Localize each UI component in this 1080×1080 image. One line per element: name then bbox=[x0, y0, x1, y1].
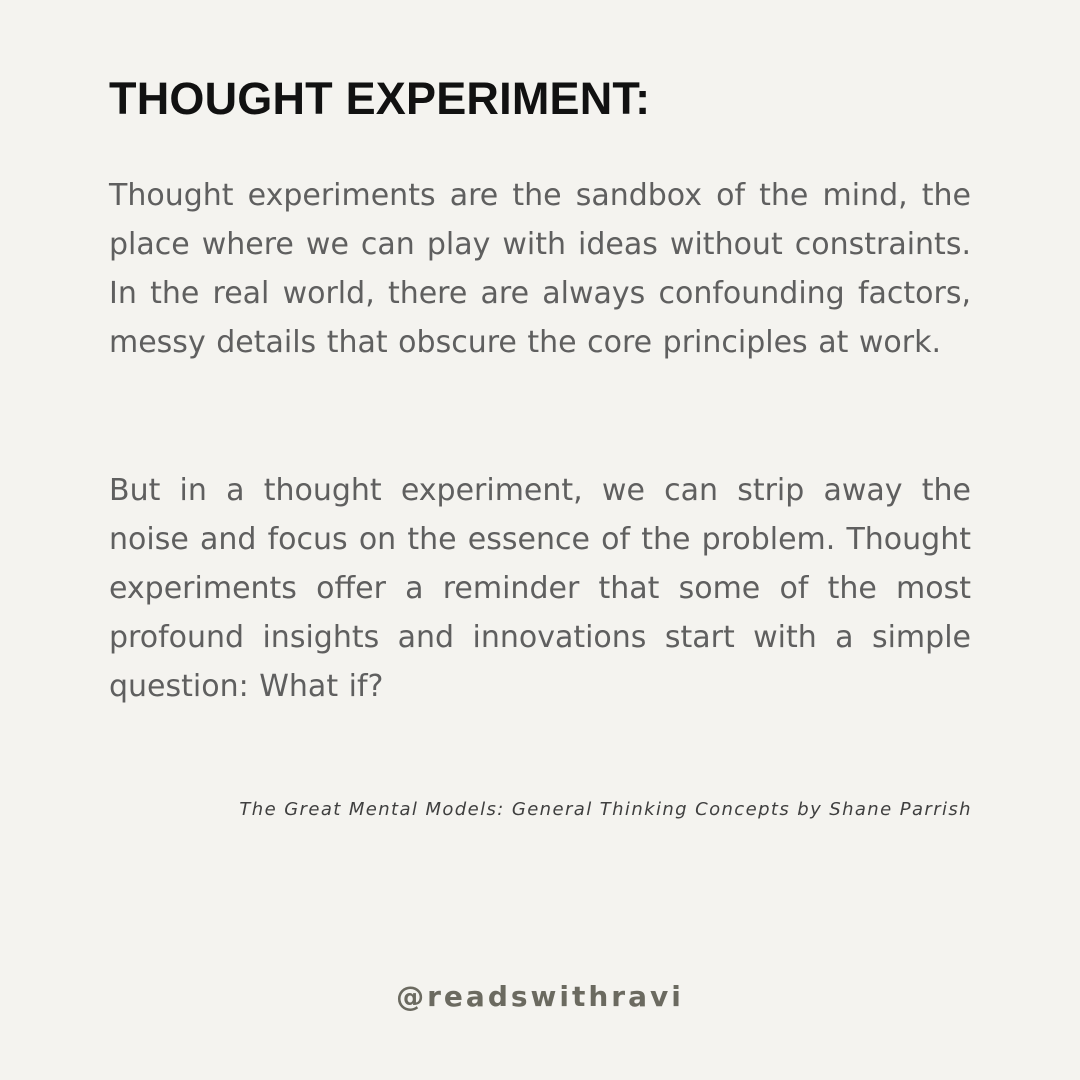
book-citation: The Great Mental Models: General Thinking Concepts by Shane Parrish bbox=[239, 799, 972, 820]
author-handle: @readswithravi bbox=[396, 980, 684, 1013]
page-title: THOUGHT EXPERIMENT: bbox=[109, 73, 651, 124]
body-paragraph-1: Thought experiments are the sandbox of the mind, the place where we can play with ideas without constraints. In the real world, there are always confounding factors, messy details that obscure the core principles at work. bbox=[109, 178, 971, 360]
body-paragraph-2: But in a thought experiment, we can strip away the noise and focus on the essence of the problem. Thought experiments offer a reminder that some of the most profound insights and innovations start with a simple question: What if? bbox=[109, 473, 971, 704]
